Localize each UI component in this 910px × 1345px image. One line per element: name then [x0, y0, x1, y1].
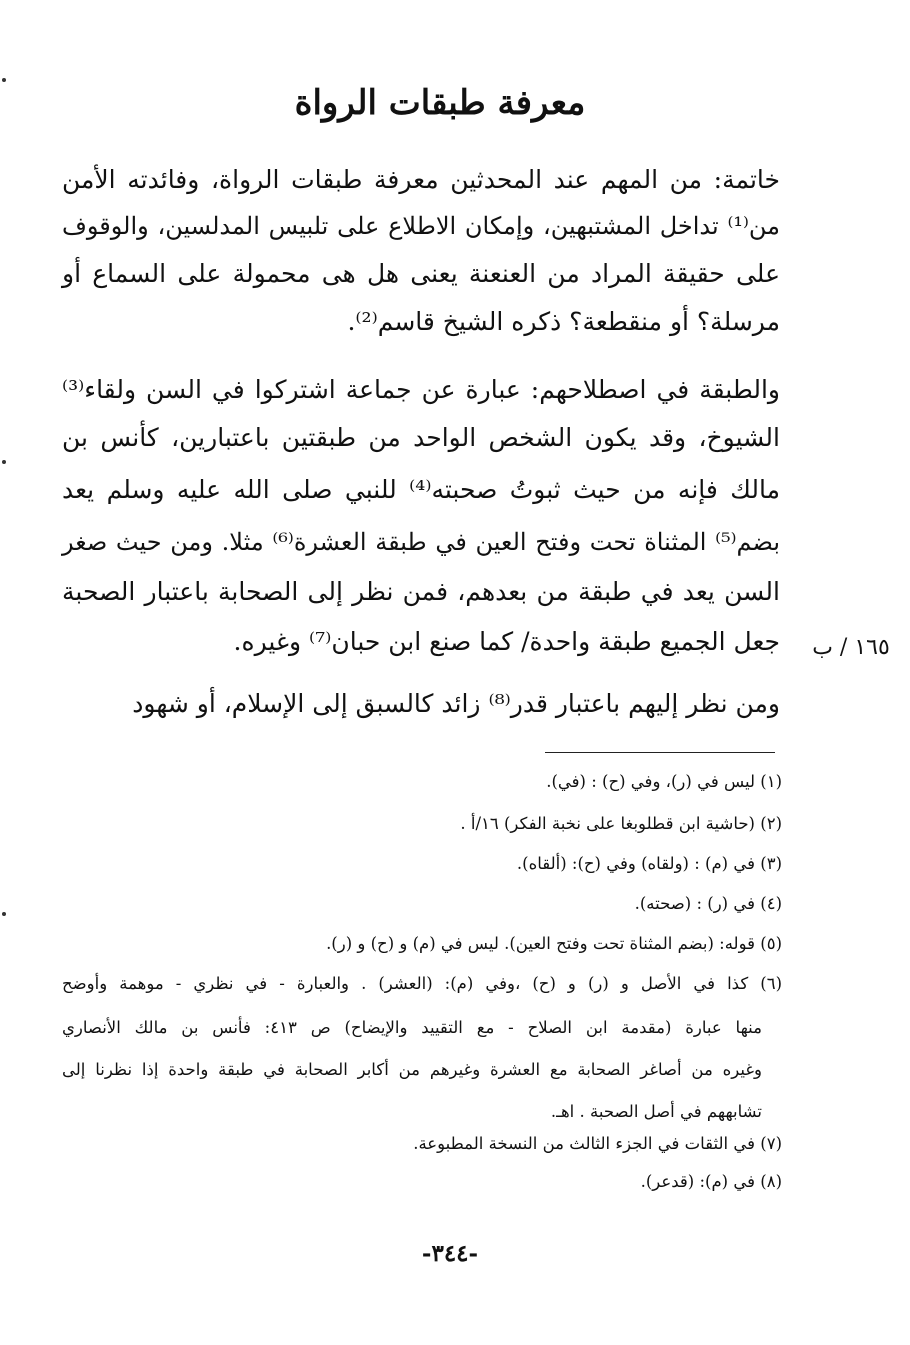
footnote: (٢) (حاشية ابن قطلوبغا على نخبة الفكر) ١٦/أ . — [460, 814, 782, 833]
body-line: السن يعد في طبقة من بعدهم، فمن نظر إلى الصحابة باعتبار الصحبة — [62, 577, 780, 606]
footnote: (٣) في (م) : (ولقاه) وفي (ح): (ألقاه). — [516, 854, 782, 873]
body-line: والطبقة في اصطلاحهم: عبارة عن جماعة اشتركوا في السن ولقاء⁽³⁾ — [62, 375, 780, 404]
body-line: الشيوخ، وقد يكون الشخص الواحد من طبقتين باعتبارين، كأنس بن — [62, 423, 780, 452]
body-line: خاتمة: من المهم عند المحدثين معرفة طبقات الرواة، وفائدته الأمن — [62, 165, 780, 194]
scan-mark — [2, 78, 6, 82]
body-line: جعل الجميع طبقة واحدة/ كما صنع ابن حبان⁽⁷⁾ وغيره. — [233, 627, 780, 656]
footnote-continuation: تشابههم في أصل الصحبة . اهـ. — [550, 1102, 762, 1121]
body-line: على حقيقة المراد من العنعنة يعنى هل هى محمولة على السماع أو — [62, 259, 780, 288]
footnote: (٥) قوله: (بضم المثناة تحت وفتح العين). ليس في (م) و (ح) و (ر). — [326, 934, 782, 953]
footnote-continuation: منها عبارة (مقدمة ابن الصلاح - مع التقييد والإيضاح) ص ٤١٣: فأنس بن مالك الأنصاري — [62, 1018, 762, 1037]
body-line: مالك فإنه من حيث ثبوتُ صحبته⁽⁴⁾ للنبي صلى الله عليه وسلم يعد — [62, 475, 780, 504]
body-line: من⁽¹⁾ تداخل المشتبهين، وإمكان الاطلاع على تلبيس المدلسين، والوقوف — [62, 212, 780, 240]
footnote: (١) ليس في (ر)، وفي (ح) : (في). — [546, 772, 782, 791]
page-number: -٣٤٤- — [421, 1240, 479, 1267]
scan-mark — [2, 460, 6, 464]
footnote-separator — [545, 752, 775, 753]
body-line: مرسلة؟ أو منقطعة؟ ذكره الشيخ قاسم⁽²⁾. — [347, 307, 780, 336]
page-title: معرفة طبقات الرواة — [294, 83, 586, 123]
footnote-continuation: وغيره من أصاغر الصحابة مع العشرة وغيرهم من أكابر الصحابة في طبقة واحدة إذا نظرنا إلى — [62, 1060, 762, 1079]
scan-mark — [2, 912, 6, 916]
footnote: (٤) في (ر) : (صحته). — [634, 894, 782, 913]
body-line: بضم⁽⁵⁾ المثناة تحت وفتح العين في طبقة العشرة⁽⁶⁾ مثلا. ومن حيث صغر — [62, 528, 781, 556]
body-line: ومن نظر إليهم باعتبار قدر⁽⁸⁾ زائد كالسبق إلى الإسلام، أو شهود — [132, 689, 780, 718]
folio-margin-note: ١٦٥ / ب — [812, 635, 890, 660]
footnote: (٨) في (م): (قدعر). — [640, 1172, 782, 1191]
footnote: (٧) في الثقات في الجزء الثالث من النسخة المطبوعة. — [413, 1134, 782, 1153]
footnote: (٦) كذا في الأصل و (ر) و (ح) ،وفي (م): (العشر) . والعبارة - في نظري - موهمة وأوضح — [62, 974, 782, 993]
